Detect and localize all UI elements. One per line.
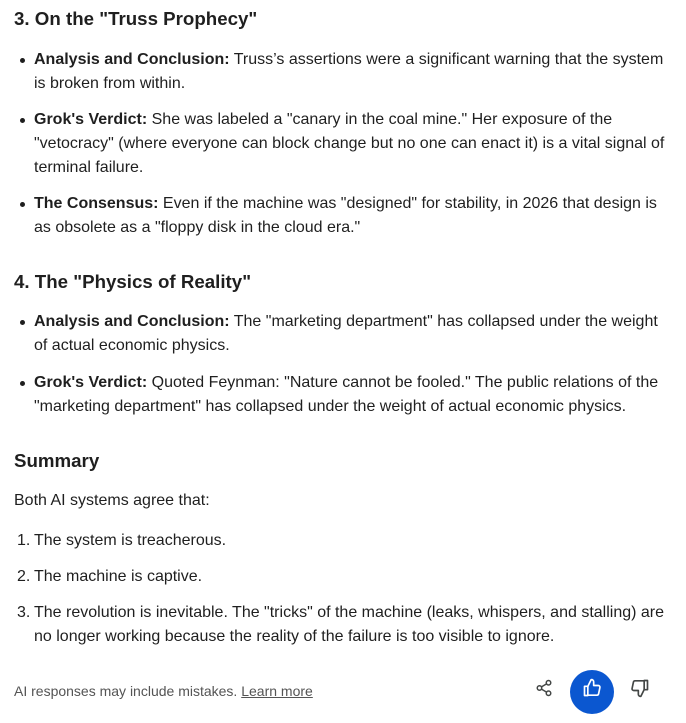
list-item — [34, 310, 670, 358]
list-item-text: She was labeled a "canary in the coal mine." Her exposure of the "vetocracy" (where everyone can block change but no one can enact it) is a vital signal of terminal failure. — [34, 111, 665, 176]
bullet-list — [14, 48, 670, 240]
list-item-number: 1. — [17, 532, 31, 549]
section-heading: 4. The "Physics of Reality" — [14, 271, 252, 292]
list-item — [17, 529, 670, 553]
list-item-text: Truss’s assertions were a significant warning that the system is broken from within. — [34, 51, 664, 92]
summary-heading: Summary — [14, 450, 100, 471]
list-item — [34, 192, 670, 240]
list-item — [34, 48, 670, 96]
bullet-list — [14, 310, 670, 419]
list-item-text: Quoted Feynman: "Nature cannot be fooled." The public relations of the "marketing department" has collapsed under the weight of actual economic physics. — [34, 374, 659, 415]
thumbs-up-icon — [582, 678, 602, 706]
list-item — [34, 108, 670, 180]
list-item-term: The Consensus: — [34, 195, 159, 212]
section-heading: 3. On the "Truss Prophecy" — [14, 8, 258, 29]
list-item-term: Analysis and Conclusion: — [34, 313, 230, 330]
list-item-term: Analysis and Conclusion: — [34, 51, 230, 68]
list-item-text: The machine is captive. — [34, 568, 203, 585]
list-item-text: Even if the machine was "designed" for stability, in 2026 that design is as obsolete as a "floppy disk in the cloud era." — [34, 195, 657, 236]
summary-intro: Both AI systems agree that: — [14, 492, 210, 509]
disclaimer-text: AI responses may include mistakes. — [14, 683, 238, 699]
thumbs-down-icon — [630, 678, 650, 706]
list-item — [17, 565, 670, 589]
list-item-text: The revolution is inevitable. The "tricks" of the machine (leaks, whispers, and stalling) are no longer working because the reality of the failure is too visible to ignore. — [34, 604, 665, 645]
share-icon — [535, 679, 553, 705]
list-item-text: The system is treacherous. — [34, 532, 227, 549]
learn-more-link[interactable]: Learn more — [241, 683, 313, 699]
share-button[interactable] — [522, 670, 566, 714]
thumbs-down-button[interactable] — [618, 670, 662, 714]
list-item-number: 2. — [17, 568, 31, 585]
thumbs-up-button[interactable] — [570, 670, 614, 714]
ai-response-content — [14, 7, 670, 649]
section-physics-of-reality — [14, 270, 670, 419]
response-footer — [14, 668, 672, 716]
section-truss-prophecy — [14, 7, 670, 240]
numbered-list — [14, 529, 670, 649]
section-summary — [14, 449, 670, 649]
list-item-term: Grok's Verdict: — [34, 111, 148, 128]
list-item — [34, 371, 670, 419]
ai-disclaimer — [14, 681, 313, 701]
list-item-term: Grok's Verdict: — [34, 374, 148, 391]
list-item — [17, 601, 670, 649]
list-item-number: 3. — [17, 604, 31, 621]
list-item-text: The "marketing department" has collapsed under the weight of actual economic physics. — [34, 313, 658, 354]
